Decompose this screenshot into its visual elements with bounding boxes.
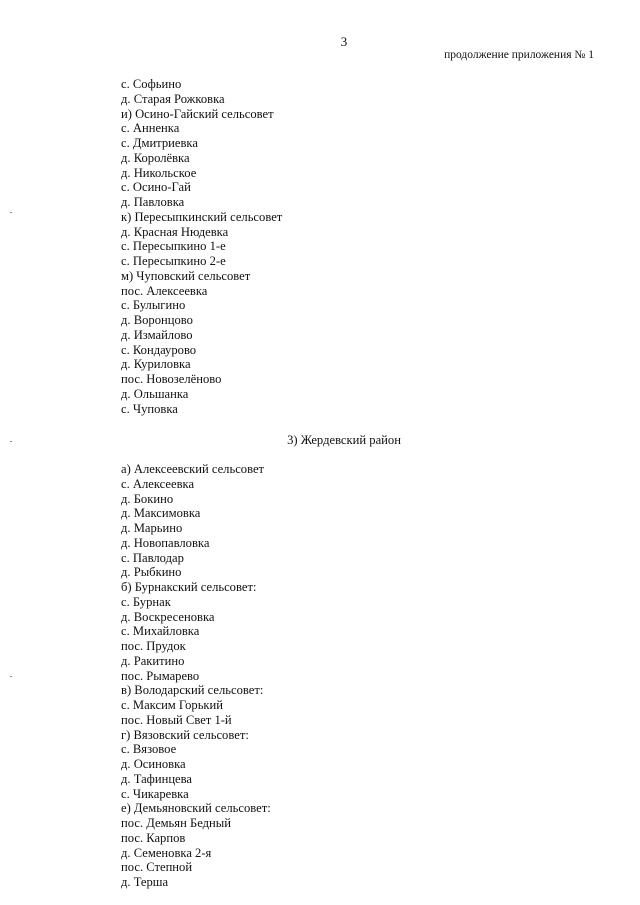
list-item: пос. Карпов [121, 830, 186, 845]
appendix-continuation-note: продолжение приложения № 1 [444, 49, 594, 61]
list-item: и) Осино-Гайский сельсовет [121, 106, 274, 121]
list-item: д. Тафинцева [121, 771, 193, 786]
list-item: д. Куриловка [121, 357, 191, 372]
list-item: с. Михайловка [121, 624, 200, 639]
list-item: д. Осиновка [121, 757, 186, 771]
list-item: с. Булыгино [121, 298, 186, 313]
settlement-list-zherdevsky [121, 462, 271, 890]
list-item: пос. Прудок [121, 639, 186, 653]
list-item: д. Ольшанка [121, 386, 189, 401]
list-item: д. Марьино [121, 521, 183, 535]
list-item: с. Дмитриевка [121, 136, 198, 150]
list-item: пос. Новый Свет 1-й [121, 712, 232, 727]
settlement-list-continued [121, 77, 282, 416]
list-item: д. Измайлово [121, 327, 193, 342]
list-item: пос. Алексеевка [121, 283, 208, 298]
list-item: к) Пересыпкинский сельсовет [121, 209, 283, 224]
list-item: а) Алексеевский сельсовет [121, 462, 265, 476]
list-item: с. Кондаурово [121, 342, 197, 357]
list-item: г) Вязовский сельсовет: [121, 727, 249, 742]
list-item: м) Чуповский сельсовет [121, 268, 251, 283]
list-item: пос. Рымарево [121, 668, 200, 683]
list-item: б) Бурнакский сельсовет: [121, 580, 257, 594]
list-item: в) Володарский сельсовет: [121, 683, 264, 698]
scan-mark [10, 212, 12, 213]
list-item: д. Королёвка [121, 150, 190, 165]
scan-mark [10, 676, 12, 677]
list-item: с. Софьино [121, 77, 182, 91]
list-item: д. Старая Рожковка [121, 91, 225, 106]
list-item: с. Вязовое [121, 742, 177, 757]
list-item: с. Пересыпкино 1-е [121, 239, 226, 254]
list-item: с. Пересыпкино 2-е [121, 254, 226, 268]
list-item: д. Ракитино [121, 653, 185, 668]
list-item: д. Рыбкино [121, 565, 182, 580]
list-item: д. Новопавловка [121, 535, 210, 550]
list-item: с. Осино-Гай [121, 180, 191, 195]
list-item: с. Анненка [121, 121, 180, 136]
list-item: с. Чуповка [121, 401, 178, 416]
list-item: д. Воскресеновка [121, 609, 215, 624]
list-item: д. Воронцово [121, 313, 193, 327]
list-item: пос. Демьян Бедный [121, 816, 231, 830]
scan-mark [10, 441, 12, 442]
list-item: е) Демьяновский сельсовет: [121, 801, 271, 816]
section-heading: 3) Жердевский район [287, 433, 401, 447]
list-item: с. Бурнак [121, 594, 171, 609]
list-item: д. Красная Нюдевка [121, 224, 229, 239]
list-item: с. Алексеевка [121, 476, 195, 491]
list-item: д. Максимовка [121, 506, 201, 521]
list-item: пос. Новозелёново [121, 372, 222, 386]
list-item: д. Павловка [121, 195, 185, 209]
list-item: с. Максим Горький [121, 698, 224, 712]
list-item: д. Терша [121, 875, 169, 889]
list-item: д. Никольское [121, 165, 197, 180]
list-item: д. Семеновка 2-я [121, 845, 212, 860]
list-item: д. Бокино [121, 491, 174, 506]
list-item: пос. Степной [121, 860, 193, 875]
page-number: 3 [340, 34, 348, 49]
list-item: с. Павлодар [121, 550, 184, 565]
list-item: с. Чикаревка [121, 786, 189, 801]
